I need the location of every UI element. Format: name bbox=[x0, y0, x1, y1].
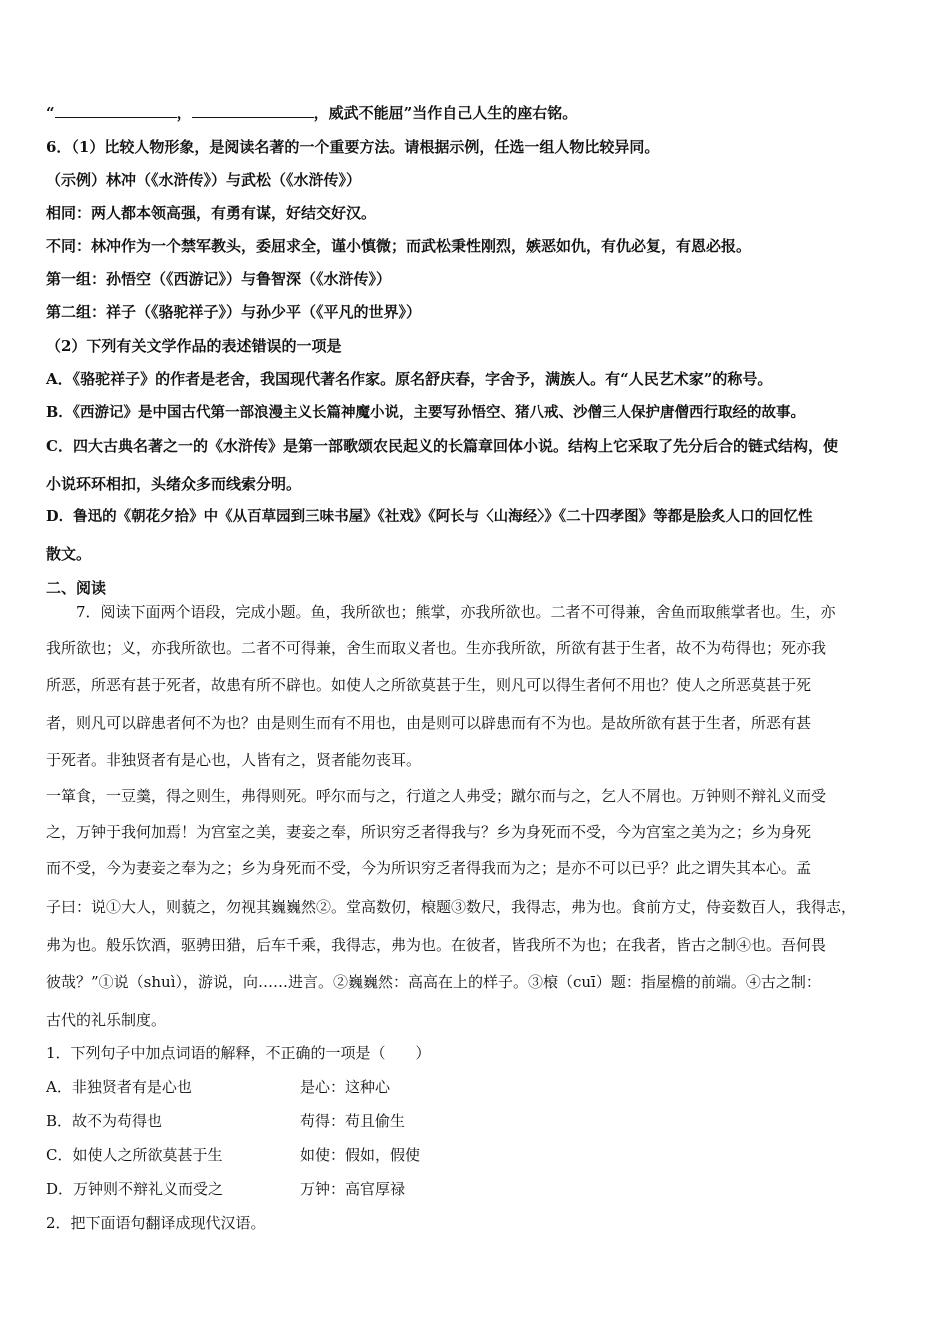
option-d-sentence[interactable]: D．万钟则不辩礼义而受之 bbox=[46, 1180, 224, 1198]
passage-line-6: 一箪食，一豆羹，得之则生，弗得则死。呼尔而与之，行道之人弗受；蹴尔而与之，乞人不屑也。万钟则不辩礼义而受 bbox=[46, 787, 827, 805]
example-diff: 不同：林冲作为一个禁军教头，委屈求全，谨小慎微；而武松秉性刚烈，嫉恶如仇，有仇必复，有恩必报。 bbox=[46, 237, 752, 255]
choice-d: D．鲁迅的《朝花夕拾》中《从百草园到三味书屋》《社戏》《阿长与〈山海经〉》《二十四孝图》等都是脍炙人口的回忆性 bbox=[46, 508, 813, 525]
passage-line-7: 之，万钟于我何加焉！为宫室之美，妻妾之奉，所识穷乏者得我与？乡为身死而不受，今为宫室之美为之；乡为身死 bbox=[46, 823, 812, 841]
passage-line-11: 彼哉？”①说（shuì），游说，向……进言。②巍巍然：高高在上的样子。③榱（cuī）题：指屋檐的前端。④古之制： bbox=[46, 973, 821, 991]
group-2: 第二组：祥子（《骆驼祥子》）与孙少平（《平凡的世界》） bbox=[46, 303, 422, 321]
choice-c-cont: 小说环环相扣，头绪众多而线索分明。 bbox=[46, 475, 302, 493]
option-b-gloss: 苟得：苟且偷生 bbox=[300, 1112, 406, 1130]
passage-line-4: 者，则凡可以辟患者何不为也？由是则生而有不用也，由是则可以辟患而有不为也。是故所欲有甚于生者，所恶有甚 bbox=[46, 714, 812, 732]
option-a-gloss: 是心：这种心 bbox=[300, 1078, 391, 1096]
option-a-sentence[interactable]: A．非独贤者有是心也 bbox=[46, 1078, 192, 1096]
choice-a: A．《骆驼祥子》的作者是老舍，我国现代著名作家。原名舒庆春，字舍予，满族人。有“人民艺术家”的称号。 bbox=[46, 370, 773, 388]
example-same: 相同：两人都本领高强，有勇有谋，好结交好汉。 bbox=[46, 204, 377, 222]
passage-line-8: 而不受，今为妻妾之奉为之；乡为身死而不受，今为所识穷乏者得我而为之；是亦不可以已乎？此之谓失其本心。孟 bbox=[46, 859, 812, 877]
passage-line-5: 于死者。非独贤者有是心也，人皆有之，贤者能勿丧耳。 bbox=[46, 751, 422, 769]
passage-line-12: 古代的礼乐制度。 bbox=[46, 1011, 167, 1029]
fill-blank-2[interactable] bbox=[192, 103, 314, 118]
option-c-gloss: 如使：假如，假使 bbox=[300, 1146, 421, 1164]
passage-line-9: 子曰：说①大人，则藐之，勿视其巍巍然②。堂高数仞，榱题③数尺，我得志，弗为也。食前方丈，侍妾数百人，我得志， bbox=[46, 898, 857, 916]
passage-line-2: 我所欲也；义，亦我所欲也。二者不可得兼，舍生而取义者也。生亦我所欲，所欲有甚于生者，故不为苟得也；死亦我 bbox=[46, 639, 827, 657]
comma: ， bbox=[176, 104, 192, 122]
example-heading: （示例）林冲（《水浒传》）与武松（《水浒传》） bbox=[46, 171, 362, 189]
subquestion-1: 1．下列句子中加点词语的解释，不正确的一项是（ ） bbox=[46, 1044, 431, 1062]
section-reading-heading: 二、阅读 bbox=[46, 579, 107, 597]
option-d-gloss: 万钟：高官厚禄 bbox=[300, 1180, 406, 1198]
fill-blank-1[interactable] bbox=[55, 103, 177, 118]
choice-c: C．四大古典名著之一的《水浒传》是第一部歌颂农民起义的长篇章回体小说。结构上它采取了先分后合的链式结构，使 bbox=[46, 437, 838, 455]
motto-tail: ，威武不能屈”当作自己人生的座右铭。 bbox=[313, 104, 578, 122]
open-quote: “ bbox=[46, 104, 55, 122]
question-6-2: （2）下列有关文学作品的表述错误的一项是 bbox=[46, 337, 342, 355]
passage-line-1: 7．阅读下面两个语段，完成小题。鱼，我所欲也；熊掌，亦我所欲也。二者不可得兼，舍鱼而取熊掌者也。生，亦 bbox=[76, 603, 836, 621]
option-b-sentence[interactable]: B．故不为苟得也 bbox=[46, 1112, 163, 1130]
option-c-sentence[interactable]: C．如使人之所欲莫甚于生 bbox=[46, 1146, 223, 1164]
motto-line bbox=[46, 103, 577, 123]
choice-d-cont: 散文。 bbox=[46, 545, 92, 563]
question-6-1: 6．（1）比较人物形象，是阅读名著的一个重要方法。请根据示例，任选一组人物比较异同。 bbox=[46, 138, 660, 156]
passage-line-10: 弗为也。般乐饮酒，驱骋田猎，后车千乘，我得志，弗为也。在彼者，皆我所不为也；在我者，皆古之制④也。吾何畏 bbox=[46, 936, 827, 954]
passage-line-3: 所恶，所恶有甚于死者，故患有所不辟也。如使人之所欲莫甚于生，则凡可以得生者何不用也？使人之所恶莫甚于死 bbox=[46, 676, 812, 694]
group-1: 第一组：孙悟空（《西游记》）与鲁智深（《水浒传》） bbox=[46, 270, 392, 288]
choice-b: B．《西游记》是中国古代第一部浪漫主义长篇神魔小说，主要写孙悟空、猪八戒、沙僧三人保护唐僧西行取经的故事。 bbox=[46, 404, 806, 421]
subquestion-2: 2．把下面语句翻译成现代汉语。 bbox=[46, 1214, 266, 1232]
